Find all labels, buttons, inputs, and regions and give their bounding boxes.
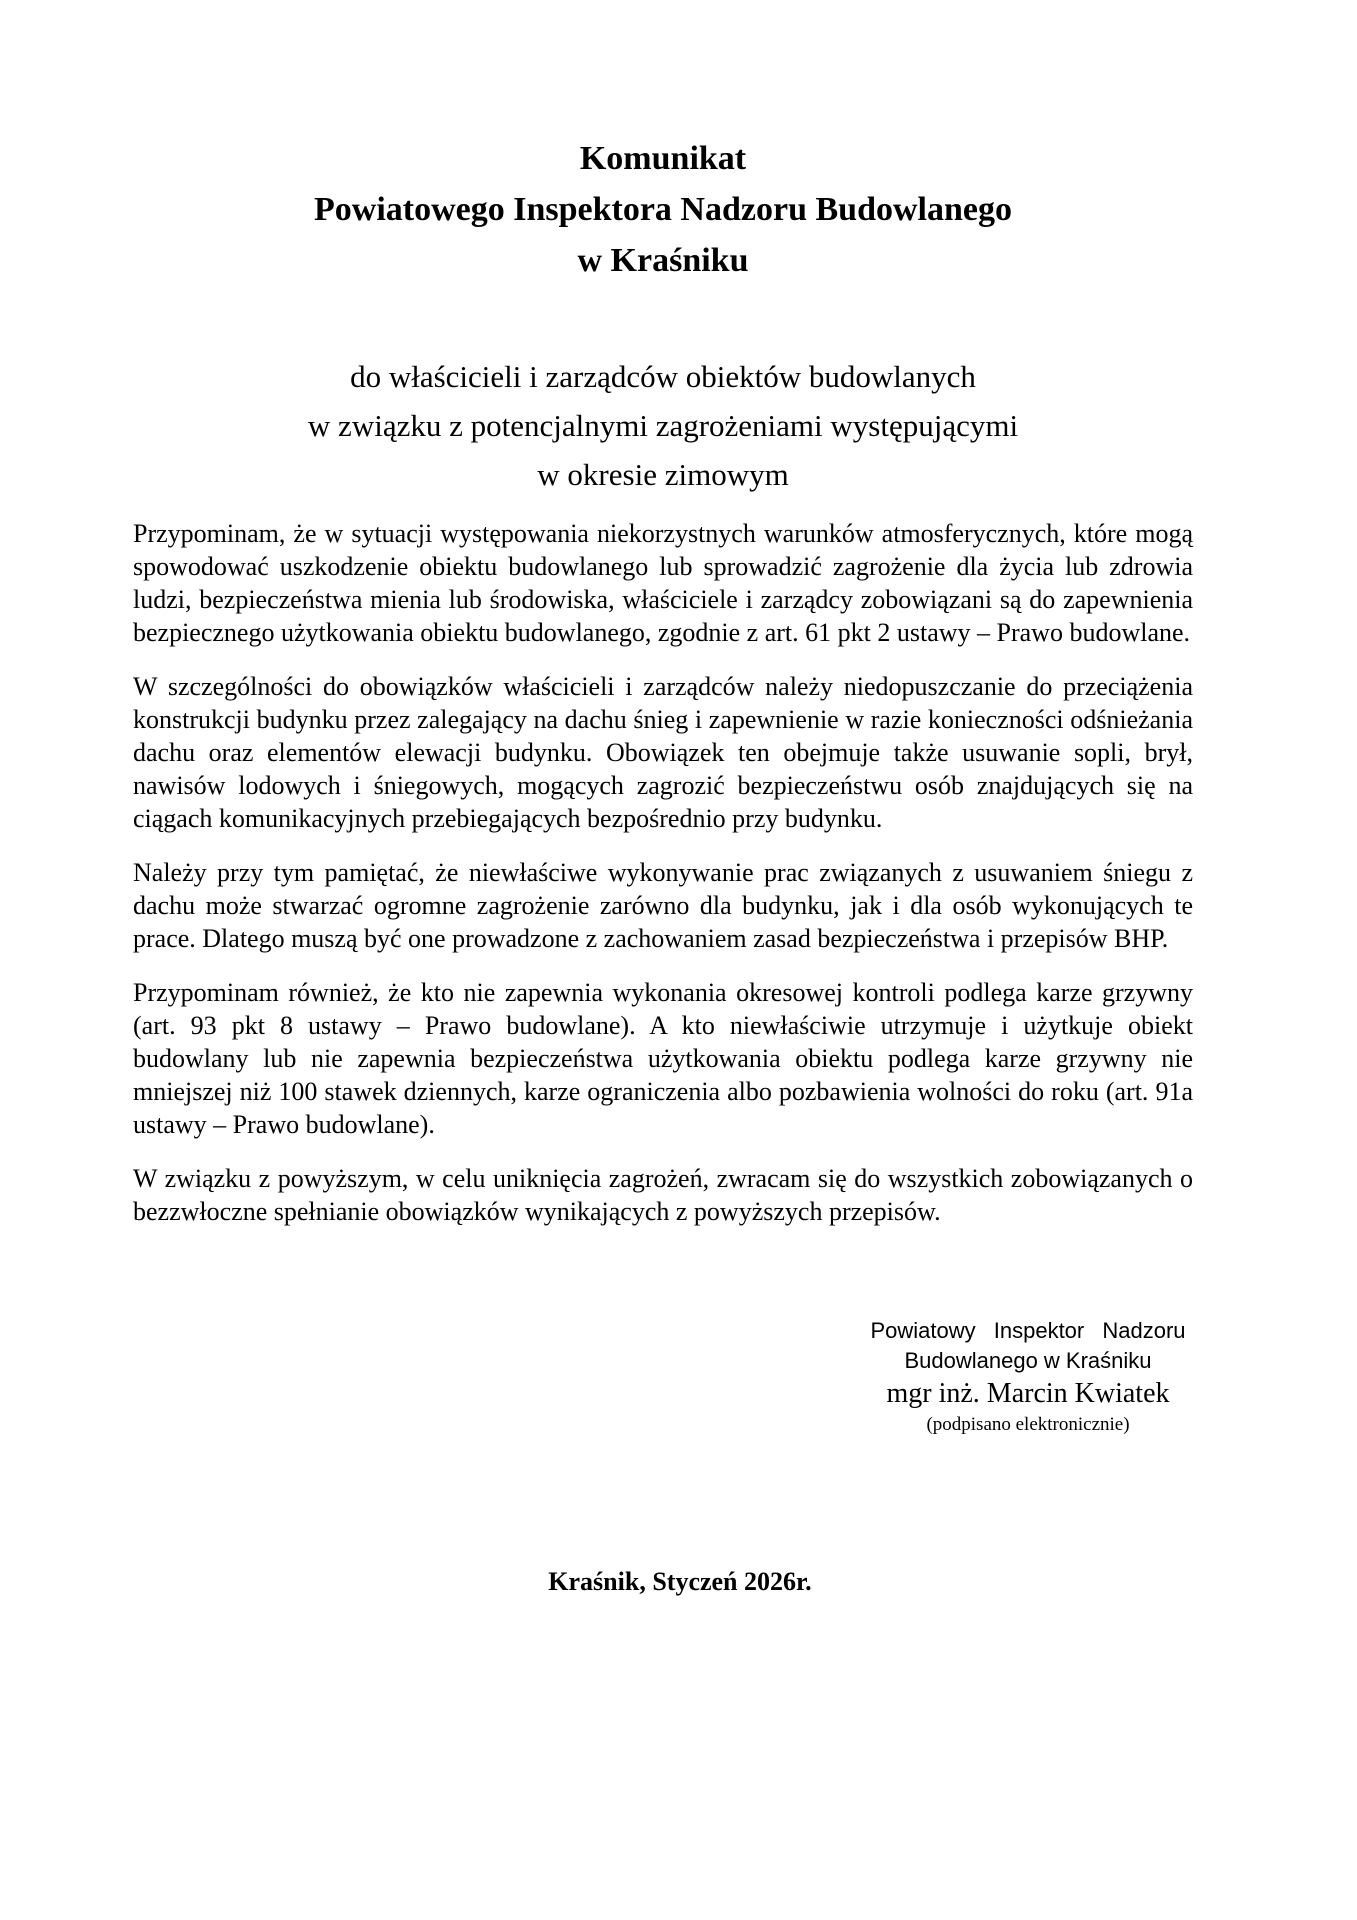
paragraph-3: Należy przy tym pamiętać, że niewłaściwe wykonywanie prac związanych z usuwaniem śniegu z dachu może stwarzać ogromne zagrożenie zarówno dla budynku, jak i dla osób wykonujących te prace. Dlatego muszą być one prowadzone z zachowaniem zasad bezpieczeństwa i przepisów BHP.: [133, 858, 1193, 953]
signature-org-line-1: Powiatowy Inspektor Nadzoru: [870, 1318, 1186, 1343]
subtitle-line-1: do właścicieli i zarządców obiektów budowlanych: [350, 359, 976, 394]
document-subtitle: [133, 352, 1193, 499]
paragraph-1: Przypominam, że w sytuacji występowania niekorzystnych warunków atmosferycznych, które mogą spowodować uszkodzenie obiektu budowlanego lub sprowadzić zagrożenie dla życia lub zdrowia ludzi, bezpieczeństwa mienia lub środowiska, właściciele i zarządcy zobowiązani są do zapewnienia bezpiecznego użytkowania obiektu budowlanego, zgodnie z art. 61 pkt 2 ustawy – Prawo budowlane.: [133, 519, 1193, 647]
title-line-3: w Kraśniku: [577, 242, 749, 279]
document-title: [133, 0, 1193, 286]
paragraph-2: W szczególności do obowiązków właścicieli i zarządców należy niedopuszczanie do przeciążenia konstrukcji budynku przez zalegający na dachu śnieg i zapewnienie w razie konieczności odśnieżania dachu oraz elementów elewacji budynku. Obowiązek ten obejmuje także usuwanie sopli, brył, nawisów lodowych i śniegowych, mogących zagrozić bezpieczeństwu osób znajdujących się na ciągach komunikacyjnych przebiegających bezpośrednio przy budynku.: [133, 672, 1193, 833]
paragraph-5: W związku z powyższym, w celu uniknięcia zagrożeń, zwracam się do wszystkich zobowiązanych o bezzwłoczne spełnianie obowiązków wynikających z powyższych przepisów.: [133, 1164, 1193, 1226]
document-content: [133, 0, 1193, 1598]
title-line-1: Komunikat: [579, 140, 747, 177]
title-line-2: Powiatowego Inspektora Nadzoru Budowlanego: [314, 191, 1012, 228]
signature-org-line-2: Budowlanego w Kraśniku: [904, 1348, 1152, 1373]
subtitle-line-3: w okresie zimowym: [537, 457, 789, 492]
document-body: [133, 517, 1193, 1228]
signature-block: [863, 1316, 1193, 1437]
subtitle-line-2: w związku z potencjalnymi zagrożeniami występującymi: [307, 408, 1019, 443]
place-and-date: Kraśnik, Styczeń 2026r.: [548, 1567, 812, 1596]
paragraph-4: Przypominam również, że kto nie zapewnia wykonania okresowej kontroli podlega karze grzywny (art. 93 pkt 8 ustawy – Prawo budowlane). A kto niewłaściwie utrzymuje i użytkuje obiekt budowlany lub nie zapewnia bezpieczeństwa użytkowania obiektu podlega karze grzywny nie mniejszej niż 100 stawek dziennych, karze ograniczenia albo pozbawienia wolności do roku (art. 91a ustawy – Prawo budowlane).: [133, 978, 1193, 1139]
signature-name: mgr inż. Marcin Kwiatek: [886, 1378, 1170, 1409]
signature-electronic-note: (podpisano elektronicznie): [926, 1414, 1130, 1435]
